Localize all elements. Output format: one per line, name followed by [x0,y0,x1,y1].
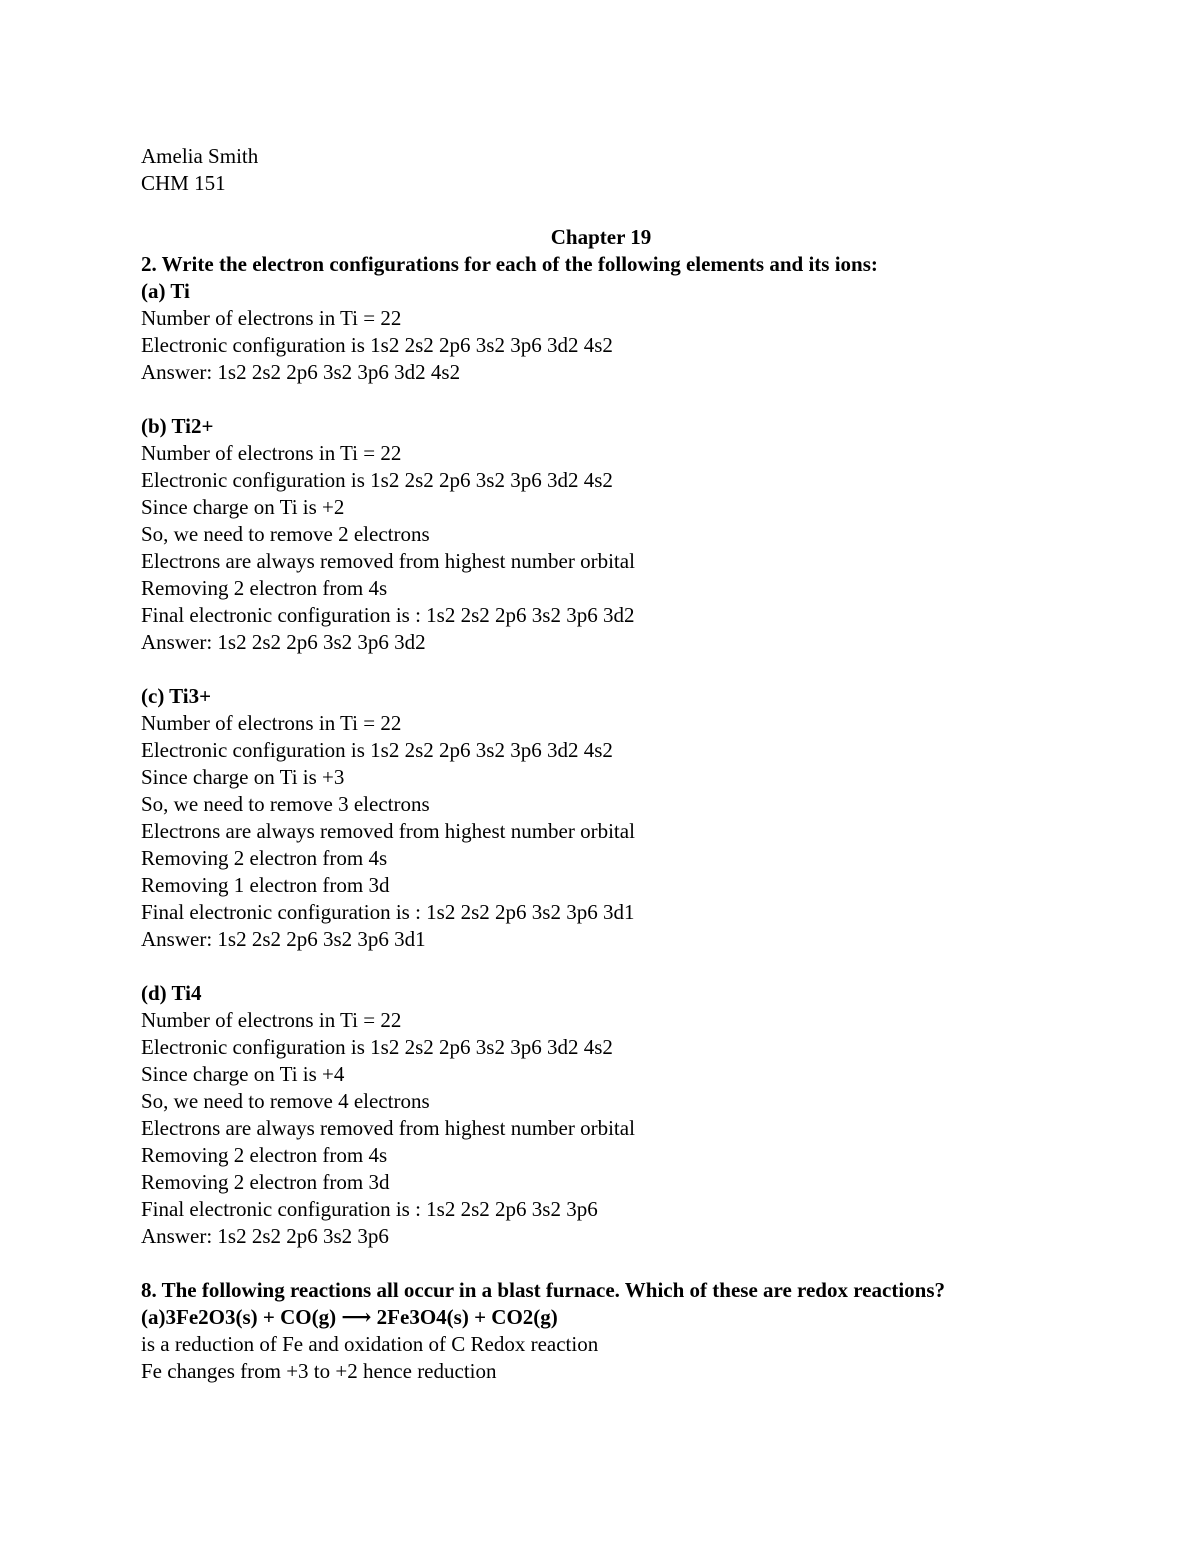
part-d-line: Electronic configuration is 1s2 2s2 2p6 3s2 3p6 3d2 4s2 [141,1035,613,1059]
part-d-line: Number of electrons in Ti = 22 [141,1008,402,1032]
part-c-line: Final electronic configuration is : 1s2 2s2 2p6 3s2 3p6 3d1 [141,900,635,924]
part-c-line: Electronic configuration is 1s2 2s2 2p6 3s2 3p6 3d2 4s2 [141,738,613,762]
part-d-section [141,980,1061,1250]
part-b-line: Electrons are always removed from highest number orbital [141,549,635,573]
part-c-line: Removing 2 electron from 4s [141,846,388,870]
part-d-line: Final electronic configuration is : 1s2 2s2 2p6 3s2 3p6 [141,1197,598,1221]
part-d-line: Since charge on Ti is +4 [141,1062,345,1086]
spacer [141,386,1061,413]
spacer [141,1250,1061,1277]
part-d-line: Removing 2 electron from 3d [141,1170,390,1194]
part-b-answer: Answer: 1s2 2s2 2p6 3s2 3p6 3d2 [141,630,426,654]
part-d-line: Removing 2 electron from 4s [141,1143,388,1167]
part-c-line: Number of electrons in Ti = 22 [141,711,402,735]
part-a-line: Number of electrons in Ti = 22 [141,306,402,330]
part-a-answer: Answer: 1s2 2s2 2p6 3s2 3p6 3d2 4s2 [141,360,461,384]
spacer [141,197,1061,224]
part-c-line: So, we need to remove 3 electrons [141,792,430,816]
author-name: Amelia Smith [141,144,259,168]
part-b-line: Final electronic configuration is : 1s2 2s2 2p6 3s2 3p6 3d2 [141,603,635,627]
question-2-prompt: 2. Write the electron configurations for each of the following elements and its ions: [141,252,878,276]
course-code: CHM 151 [141,171,226,195]
part-d-line: So, we need to remove 4 electrons [141,1089,430,1113]
q8-part-a-line: is a reduction of Fe and oxidation of C Redox reaction [141,1332,599,1356]
question-8-prompt: 8. The following reactions all occur in a blast furnace. Which of these are redox reactions? [141,1278,945,1302]
spacer [141,953,1061,980]
spacer [141,656,1061,683]
q8-part-a-heading: (a)3Fe2O3(s) + CO(g) ⟶ 2Fe3O4(s) + CO2(g) [141,1305,558,1329]
chapter-title: Chapter 19 [550,225,652,249]
part-c-line: Electrons are always removed from highest number orbital [141,819,635,843]
part-c-answer: Answer: 1s2 2s2 2p6 3s2 3p6 3d1 [141,927,426,951]
part-b-line: So, we need to remove 2 electrons [141,522,430,546]
q8-part-a-line: Fe changes from +3 to +2 hence reduction [141,1359,497,1383]
part-b-line: Number of electrons in Ti = 22 [141,441,402,465]
part-b-line: Electronic configuration is 1s2 2s2 2p6 3s2 3p6 3d2 4s2 [141,468,613,492]
part-c-line: Since charge on Ti is +3 [141,765,345,789]
part-c-section [141,683,1061,953]
part-b-line: Removing 2 electron from 4s [141,576,388,600]
part-a-line: Electronic configuration is 1s2 2s2 2p6 3s2 3p6 3d2 4s2 [141,333,613,357]
document-body [141,143,1061,1385]
part-b-heading: (b) Ti2+ [141,414,214,438]
part-d-heading: (d) Ti4 [141,981,202,1005]
part-b-section [141,413,1061,656]
part-c-heading: (c) Ti3+ [141,684,212,708]
part-a-section [141,278,1061,386]
part-d-answer: Answer: 1s2 2s2 2p6 3s2 3p6 [141,1224,389,1248]
part-d-line: Electrons are always removed from highest number orbital [141,1116,635,1140]
part-a-heading: (a) Ti [141,279,190,303]
q8-part-a-section [141,1304,1061,1385]
part-b-line: Since charge on Ti is +2 [141,495,345,519]
part-c-line: Removing 1 electron from 3d [141,873,390,897]
